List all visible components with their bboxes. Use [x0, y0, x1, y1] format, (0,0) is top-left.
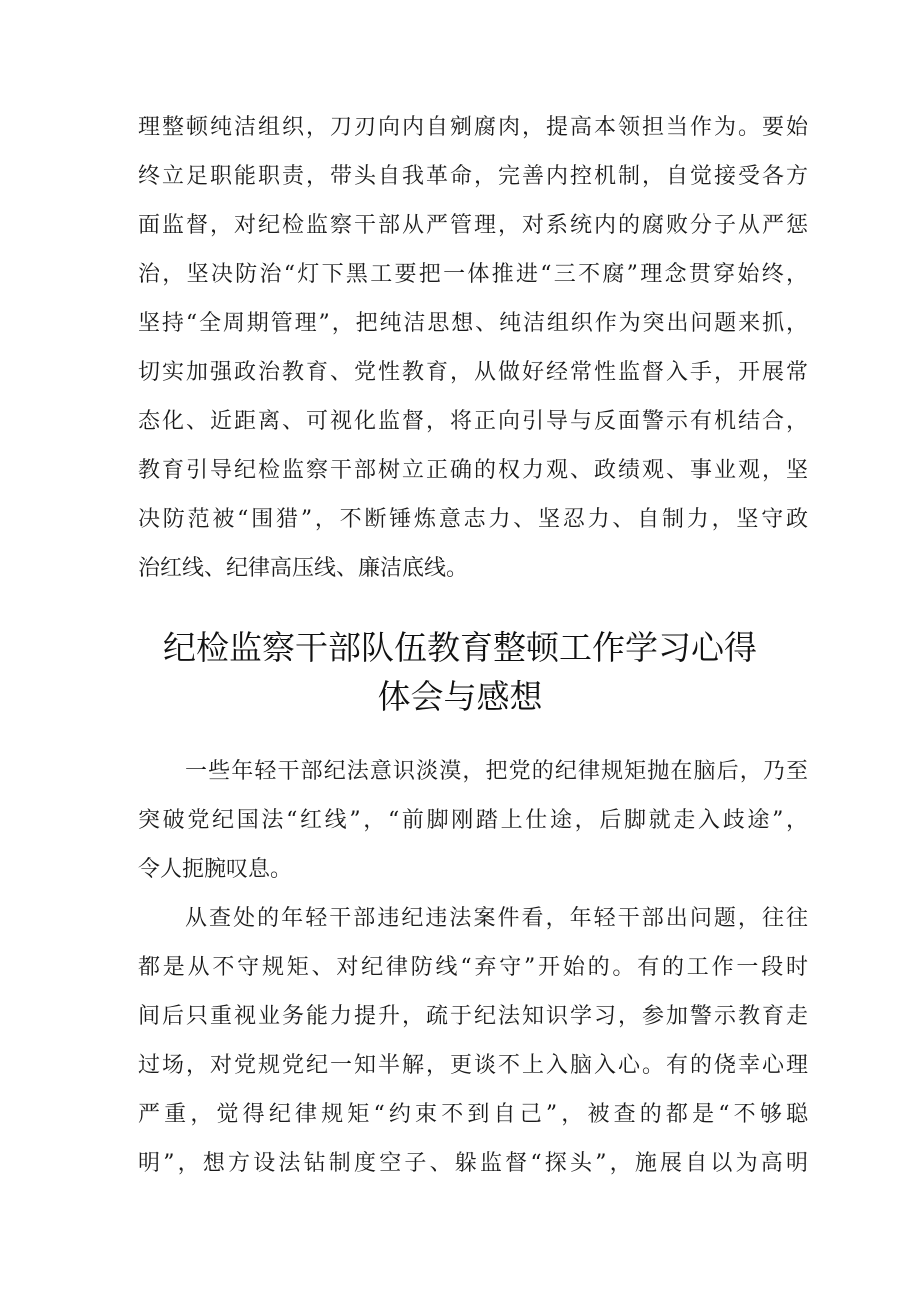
paragraph-line: 面监督，对纪检监察干部从严管理，对系统内的腐败分子从严惩 — [138, 213, 808, 238]
paragraph-line: 坚持“全周期管理”，把纯洁思想、纯洁组织作为突出问题来抓， — [138, 311, 808, 336]
paragraph-line: 令人扼腕叹息。 — [138, 857, 293, 882]
paragraph-line: 切实加强政治教育、党性教育，从做好经常性监督入手，开展常 — [138, 360, 808, 385]
paragraph-line: 突破党纪国法“红线”，“前脚刚踏上仕途，后脚就走入歧途”， — [138, 808, 808, 833]
paragraph-line: 决防范被“围猎”，不断锤炼意志力、坚忍力、自制力，坚守政 — [138, 507, 808, 532]
paragraph-line: 治，坚决防治“灯下黑工要把一体推进“三不腐”理念贯穿始终， — [138, 262, 808, 287]
paragraph-line: 都是从不守规矩、对纪律防线“弃守”开始的。有的工作一段时 — [138, 955, 808, 980]
paragraph-line: 严重，觉得纪律规矩“约束不到自己”，被查的都是“不够聪 — [138, 1102, 808, 1127]
paragraph-line: 明”，想方设法钻制度空子、躲监督“探头”，施展自以为高明 — [138, 1151, 808, 1176]
paragraph-line: 教育引导纪检监察干部树立正确的权力观、政绩观、事业观，坚 — [138, 458, 808, 483]
heading-line-2: 体会与感想 — [377, 677, 543, 716]
paragraph-line: 一些年轻干部纪法意识淡漠，把党的纪律规矩抛在脑后，乃至 — [185, 759, 808, 784]
paragraph-line: 间后只重视业务能力提升，疏于纪法知识学习，参加警示教育走 — [138, 1004, 808, 1029]
paragraph-line: 治红线、纪律高压线、廉洁底线。 — [138, 556, 469, 581]
heading-line-1: 纪检监察干部队伍教育整顿工作学习心得 — [163, 628, 757, 667]
paragraph-line: 从查处的年轻干部违纪违法案件看，年轻干部出问题，往往 — [185, 906, 808, 931]
paragraph-line: 理整顿纯洁组织，刀刃向内自剜腐肉，提高本领担当作为。要始 — [138, 115, 808, 140]
paragraph-line: 态化、近距离、可视化监督，将正向引导与反面警示有机结合， — [138, 409, 808, 434]
paragraph-line: 过场，对党规党纪一知半解，更谈不上入脑入心。有的侥幸心理 — [138, 1053, 808, 1078]
paragraph-line: 终立足职能职责，带头自我革命，完善内控机制，自觉接受各方 — [138, 164, 808, 189]
